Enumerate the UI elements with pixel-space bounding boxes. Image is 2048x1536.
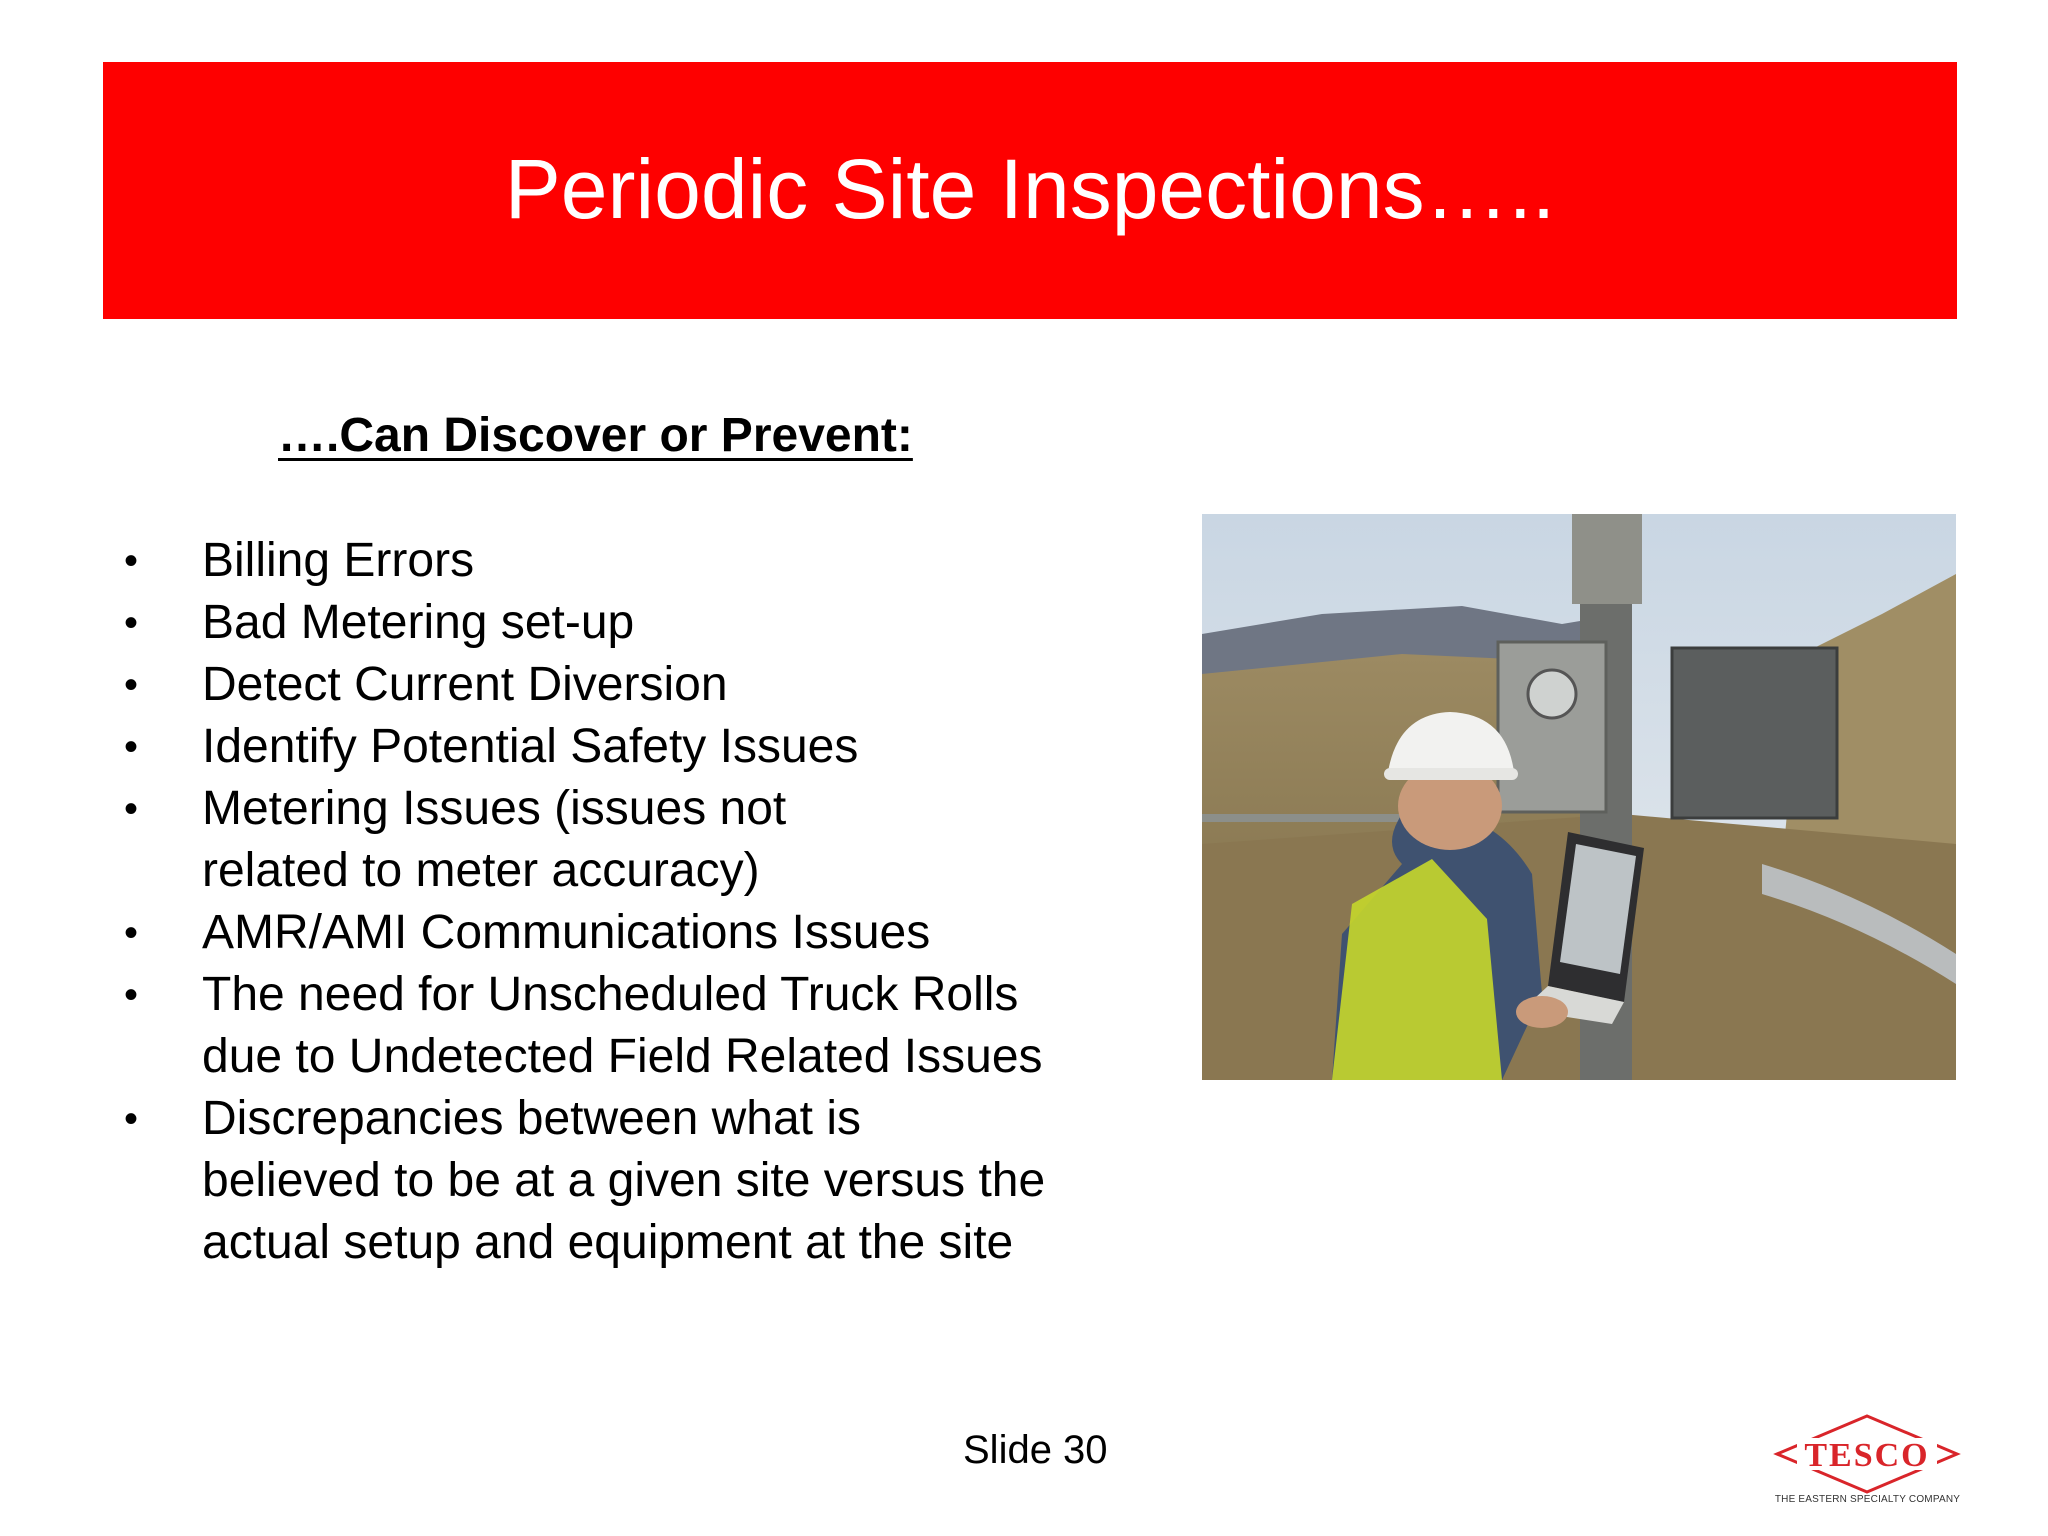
bullet-line: AMR/AMI Communications Issues (202, 906, 931, 959)
bullet-item (120, 716, 1120, 778)
bullet-dot: • (124, 973, 139, 1017)
bullet-item (120, 592, 1120, 654)
bullet-line: The need for Unscheduled Truck Rolls (202, 968, 1019, 1021)
bullet-dot: • (124, 725, 139, 769)
bullet-line: Detect Current Diversion (202, 658, 728, 711)
bullet-dot: • (124, 911, 139, 955)
bullet-line: believed to be at a given site versus the (202, 1154, 1046, 1207)
bullet-dot: • (124, 663, 139, 707)
bullet-dot: • (124, 539, 139, 583)
slide-number: Slide 30 (963, 1428, 1108, 1472)
bullet-line: Identify Potential Safety Issues (202, 720, 859, 773)
bullet-item (120, 1088, 1120, 1274)
svg-text:TESCO: TESCO (1804, 1437, 1930, 1474)
bullet-item (120, 530, 1120, 592)
bullet-item (120, 654, 1120, 716)
bullet-dot: • (124, 1097, 139, 1141)
logo-tagline: THE EASTERN SPECIALTY COMPANY (1774, 1494, 1961, 1505)
bullet-line: Discrepancies between what is (202, 1092, 861, 1145)
tesco-logo (1765, 1412, 1970, 1512)
bullet-dot: • (124, 787, 139, 831)
bullet-line: Billing Errors (202, 534, 475, 587)
title-bar (103, 62, 1957, 319)
bullet-item (120, 902, 1120, 964)
bullet-item (120, 964, 1120, 1088)
bullet-line: actual setup and equipment at the site (202, 1216, 1014, 1269)
bullet-line: Metering Issues (issues not (202, 782, 787, 835)
bullet-dot: • (124, 601, 139, 645)
bullet-list (120, 530, 1120, 1274)
bullet-line: related to meter accuracy) (202, 844, 760, 897)
slide-title: Periodic Site Inspections….. (504, 142, 1556, 236)
bullet-item (120, 778, 1120, 902)
subheading: ….Can Discover or Prevent: (278, 409, 913, 462)
technician-photo (1202, 514, 1956, 1080)
bullet-line: Bad Metering set-up (202, 596, 635, 649)
bullet-line: due to Undetected Field Related Issues (202, 1030, 1043, 1083)
